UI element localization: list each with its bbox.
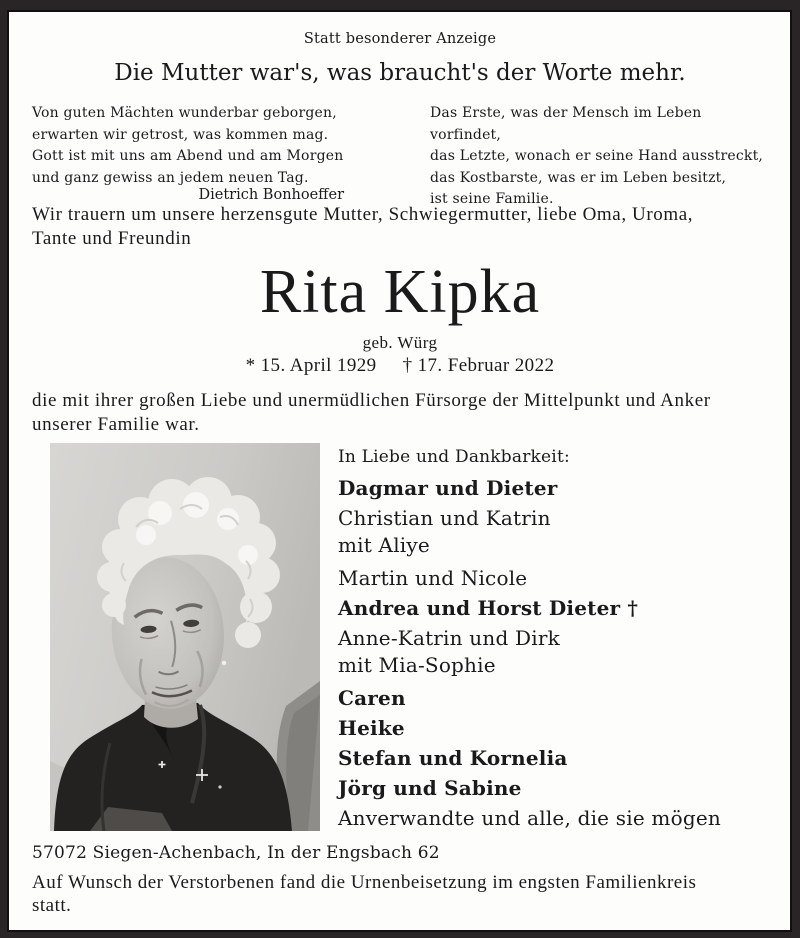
mourner-entry: Stefan und Kornelia (338, 746, 568, 770)
poem-attribution: Dietrich Bonhoeffer (198, 187, 344, 203)
address-line: 57072 Siegen-Achenbach, In der Engsbach 62 (32, 843, 440, 863)
mourner-entry: Martin und Nicole (338, 566, 528, 590)
life-dates (0, 355, 800, 377)
poem-left: Von guten Mächten wunderbar geborgen, erwarten wir getrost, was kommen mag. Gott ist mit uns am Abend und am Morgen und ganz gewiss an jedem neuen Tag. (32, 105, 344, 186)
mourner-entry: Christian und Katrin (338, 506, 551, 530)
mourner-entry: Dagmar und Dieter (338, 476, 558, 500)
birth-name: geb. Würg (362, 333, 438, 352)
mourner-entry: Heike (338, 716, 405, 740)
mourners-heading: In Liebe und Dankbarkeit: (338, 447, 570, 467)
birth-date: * 15. April 1929 (245, 355, 377, 376)
portrait-photo-graphic (50, 443, 320, 831)
tribute-text: die mit ihrer großen Liebe und unermüdlichen Fürsorge der Mittelpunkt und Anker unserer Familie war. (32, 390, 711, 435)
death-date: † 17. Februar 2022 (402, 355, 555, 376)
closing-note: Auf Wunsch der Verstorbenen fand die Urnenbeisetzung im engsten Familienkreis statt. (32, 872, 697, 916)
portrait-photo (50, 443, 320, 831)
mourners-section (338, 446, 783, 833)
poem-right: Das Erste, was der Mensch im Leben vorfindet, das Letzte, wonach er seine Hand ausstreckt, das Kostbarste, was er im Leben besitzt, ist seine Familie. (430, 105, 764, 207)
deceased-name: Rita Kipka (259, 258, 541, 326)
pretitle: Statt besonderer Anzeige (303, 31, 497, 47)
mourners-list (338, 473, 783, 833)
mourner-entry: mit Aliye (338, 533, 430, 557)
mourning-intro: Wir trauern um unsere herzensgute Mutter, Schwiegermutter, liebe Oma, Uroma, Tante und Freundin (32, 204, 694, 249)
mourner-entry: Anne-Katrin und Dirk (338, 626, 560, 650)
mourner-entry: Caren (338, 686, 406, 710)
mourner-entry: Jörg und Sabine (338, 776, 522, 800)
mourner-entry: Andrea und Horst Dieter † (338, 596, 639, 620)
mourner-entry: mit Mia-Sophie (338, 653, 496, 677)
headline-quote: Die Mutter war's, was braucht's der Worte mehr. (114, 60, 686, 86)
mourner-entry: Anverwandte und alle, die sie mögen (338, 806, 721, 830)
